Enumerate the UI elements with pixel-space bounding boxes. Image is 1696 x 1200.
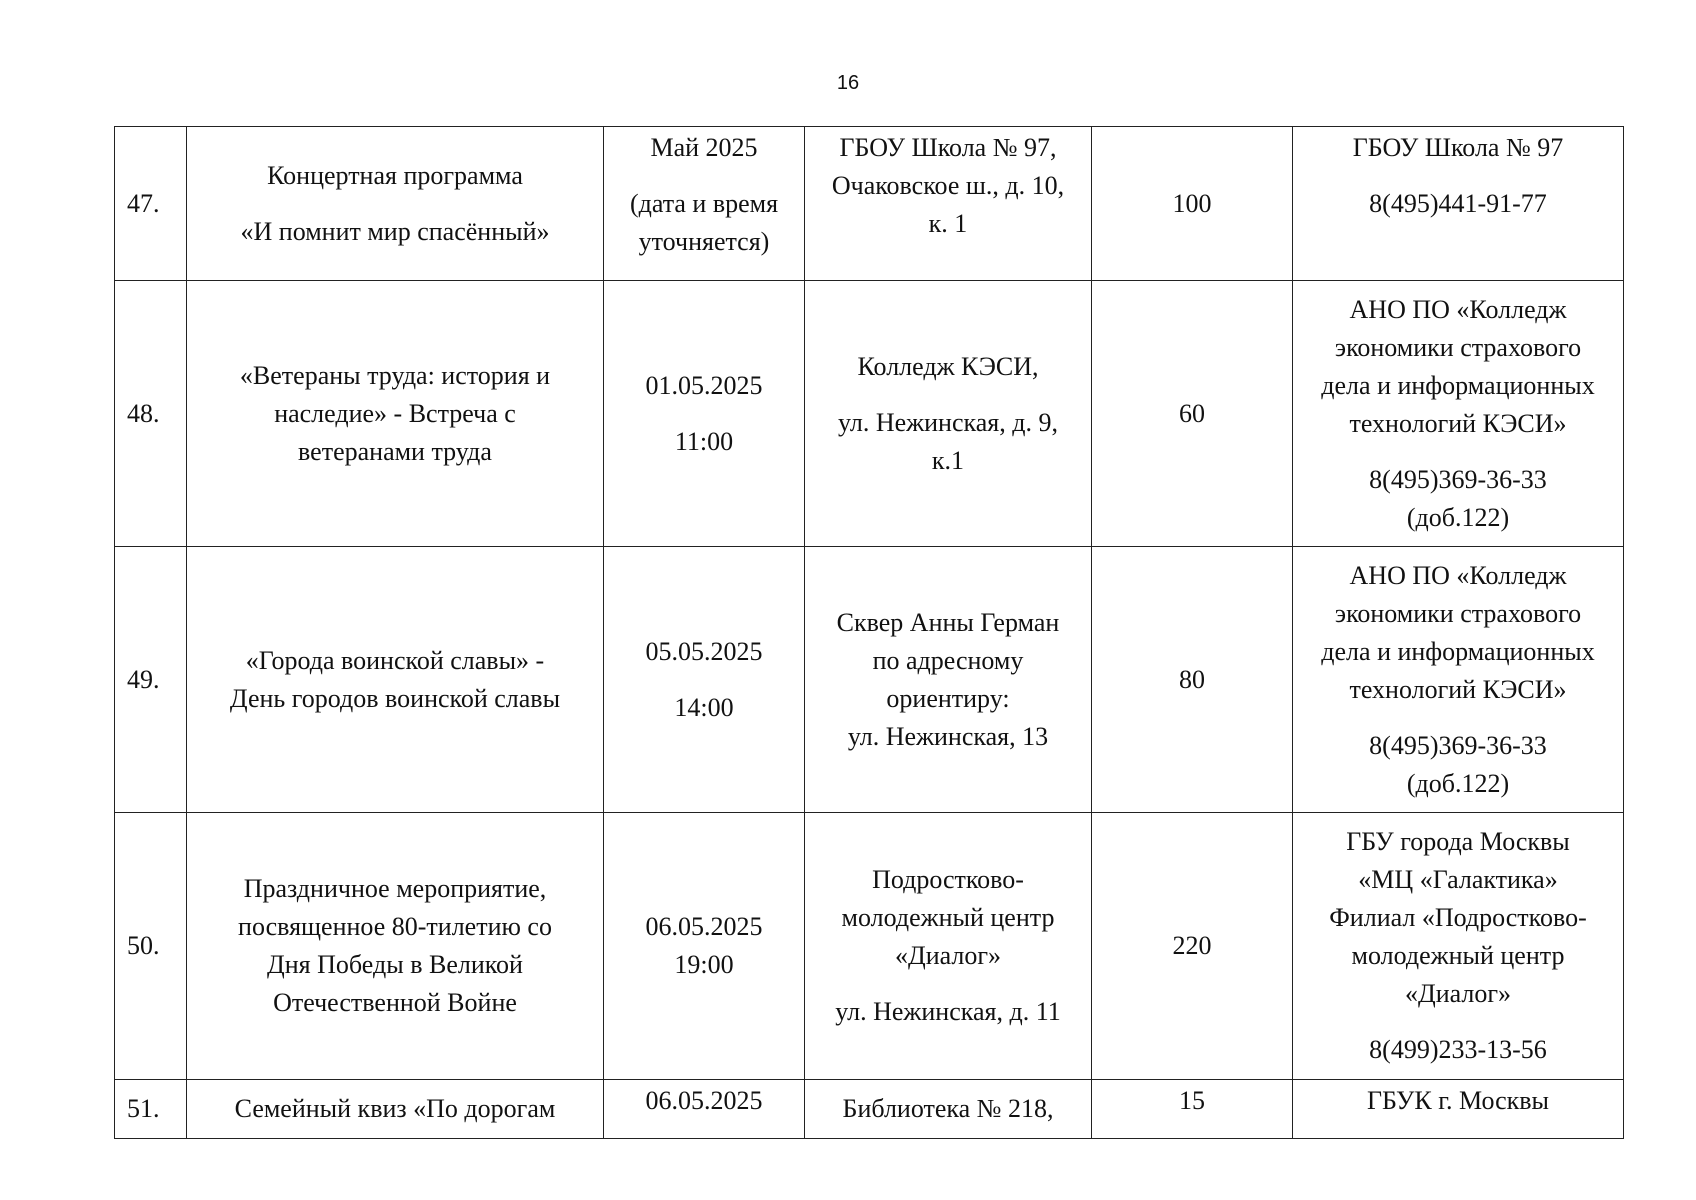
event-date-line: уточняется) xyxy=(638,227,770,256)
event-date-line: 14:00 xyxy=(674,692,734,722)
event-place-line: Колледж КЭСИ, xyxy=(857,351,1039,381)
table-row xyxy=(115,1080,1624,1139)
organizer-line: «Диалог» xyxy=(1404,979,1512,1008)
organizer-line: АНО ПО «Колледж xyxy=(1349,294,1567,324)
event-place-line: ул. Нежинская, 13 xyxy=(847,721,1049,751)
event-place-cell xyxy=(805,127,1092,281)
row-number: 48. xyxy=(115,281,187,547)
event-date-line: 19:00 xyxy=(674,950,734,979)
organizer-cell xyxy=(1293,813,1624,1080)
organizer-cell xyxy=(1293,547,1624,813)
event-date-line: 05.05.2025 xyxy=(645,636,763,666)
event-date-line: 11:00 xyxy=(674,426,734,456)
organizer-cell xyxy=(1293,281,1624,547)
event-date-line: 06.05.2025 xyxy=(645,1086,763,1115)
event-title-line: «Города воинской славы» - xyxy=(245,645,545,675)
event-title-line: Семейный квиз «По дорогам xyxy=(234,1094,556,1123)
event-place-line: ул. Нежинская, д. 9, xyxy=(838,407,1058,437)
event-place-line: ГБОУ Школа № 97, xyxy=(839,133,1057,162)
participants-count: 80 xyxy=(1092,547,1293,813)
event-title-cell xyxy=(187,1080,604,1139)
event-place-cell xyxy=(805,281,1092,547)
event-place-cell xyxy=(805,547,1092,813)
event-title-cell xyxy=(187,813,604,1080)
table-row xyxy=(115,281,1624,547)
events-table xyxy=(114,126,1624,1139)
event-place-line: «Диалог» xyxy=(894,941,1002,970)
event-title-line: ветеранами труда xyxy=(298,436,492,466)
organizer-cell xyxy=(1293,1080,1624,1139)
participants-count: 220 xyxy=(1092,813,1293,1080)
row-number: 51. xyxy=(115,1080,187,1139)
event-date-cell xyxy=(604,1080,805,1139)
organizer-line: ГБУ города Москвы xyxy=(1346,827,1570,856)
event-title-line: наследие» - Встреча с xyxy=(274,398,516,428)
row-number: 49. xyxy=(115,547,187,813)
event-title-line: День городов воинской славы xyxy=(229,683,561,713)
event-date-line: 01.05.2025 xyxy=(645,370,763,400)
organizer-cell xyxy=(1293,127,1624,281)
organizer-line: молодежный центр xyxy=(1351,941,1565,970)
organizer-line: технологий КЭСИ» xyxy=(1349,674,1567,704)
organizer-phone: 8(495)369-36-33 xyxy=(1369,464,1547,494)
organizer-line: дела и информационных xyxy=(1321,370,1595,400)
event-date-cell xyxy=(604,281,805,547)
event-title-line: Отечественной Войне xyxy=(273,988,517,1017)
organizer-line: АНО ПО «Колледж xyxy=(1349,560,1567,590)
event-date-line: (дата и время xyxy=(629,189,779,218)
organizer-line: ГБУК г. Москвы xyxy=(1366,1086,1550,1115)
event-place-line: ориентиру: xyxy=(886,683,1010,713)
organizer-phone-ext: (доб.122) xyxy=(1406,768,1510,798)
table-row xyxy=(115,547,1624,813)
event-place-line: молодежный центр xyxy=(841,903,1055,932)
event-place-cell xyxy=(805,1080,1092,1139)
organizer-line: «МЦ «Галактика» xyxy=(1358,865,1558,894)
event-place-cell xyxy=(805,813,1092,1080)
table-row xyxy=(115,127,1624,281)
event-title-line: «И помнит мир спасённый» xyxy=(240,216,550,246)
organizer-line: технологий КЭСИ» xyxy=(1349,408,1567,438)
event-title-line: Дня Победы в Великой xyxy=(267,950,523,979)
event-title-line: «Ветераны труда: история и xyxy=(239,360,551,390)
participants-count: 100 xyxy=(1092,127,1293,281)
row-number: 47. xyxy=(115,127,187,281)
event-place-line: к. 1 xyxy=(928,209,968,238)
event-date-line: 06.05.2025 xyxy=(645,912,763,941)
event-place-line: Библиотека № 218, xyxy=(842,1094,1054,1123)
event-title-cell xyxy=(187,127,604,281)
organizer-line: дела и информационных xyxy=(1321,636,1595,666)
event-title-line: посвященное 80-тилетию со xyxy=(238,912,552,941)
table-row xyxy=(115,813,1624,1080)
organizer-line: экономики страхового xyxy=(1334,332,1582,362)
organizer-phone: 8(495)441-91-77 xyxy=(1369,189,1547,218)
event-title-line: Праздничное мероприятие, xyxy=(243,874,547,903)
event-place-line: Подростково- xyxy=(872,865,1024,894)
event-place-line: Сквер Анны Герман xyxy=(836,607,1060,637)
event-place-line: Очаковское ш., д. 10, xyxy=(831,171,1065,200)
organizer-phone: 8(499)233-13-56 xyxy=(1369,1035,1547,1064)
organizer-line: Филиал «Подростково- xyxy=(1329,903,1587,932)
organizer-line: экономики страхового xyxy=(1334,598,1582,628)
event-title-line: Концертная программа xyxy=(267,160,523,190)
organizer-line: ГБОУ Школа № 97 xyxy=(1352,133,1564,162)
row-number: 50. xyxy=(115,813,187,1080)
event-date-cell xyxy=(604,547,805,813)
event-date-cell xyxy=(604,127,805,281)
event-place-line: ул. Нежинская, д. 11 xyxy=(835,997,1061,1026)
organizer-phone: 8(495)369-36-33 xyxy=(1369,730,1547,760)
participants-count: 15 xyxy=(1092,1080,1293,1139)
page-number: 16 xyxy=(836,72,860,94)
participants-count: 60 xyxy=(1092,281,1293,547)
event-date-line: Май 2025 xyxy=(650,133,758,162)
event-title-cell xyxy=(187,547,604,813)
event-date-cell xyxy=(604,813,805,1080)
event-title-cell xyxy=(187,281,604,547)
organizer-phone-ext: (доб.122) xyxy=(1406,502,1510,532)
event-place-line: по адресному xyxy=(872,645,1024,675)
event-place-line: к.1 xyxy=(931,445,965,475)
